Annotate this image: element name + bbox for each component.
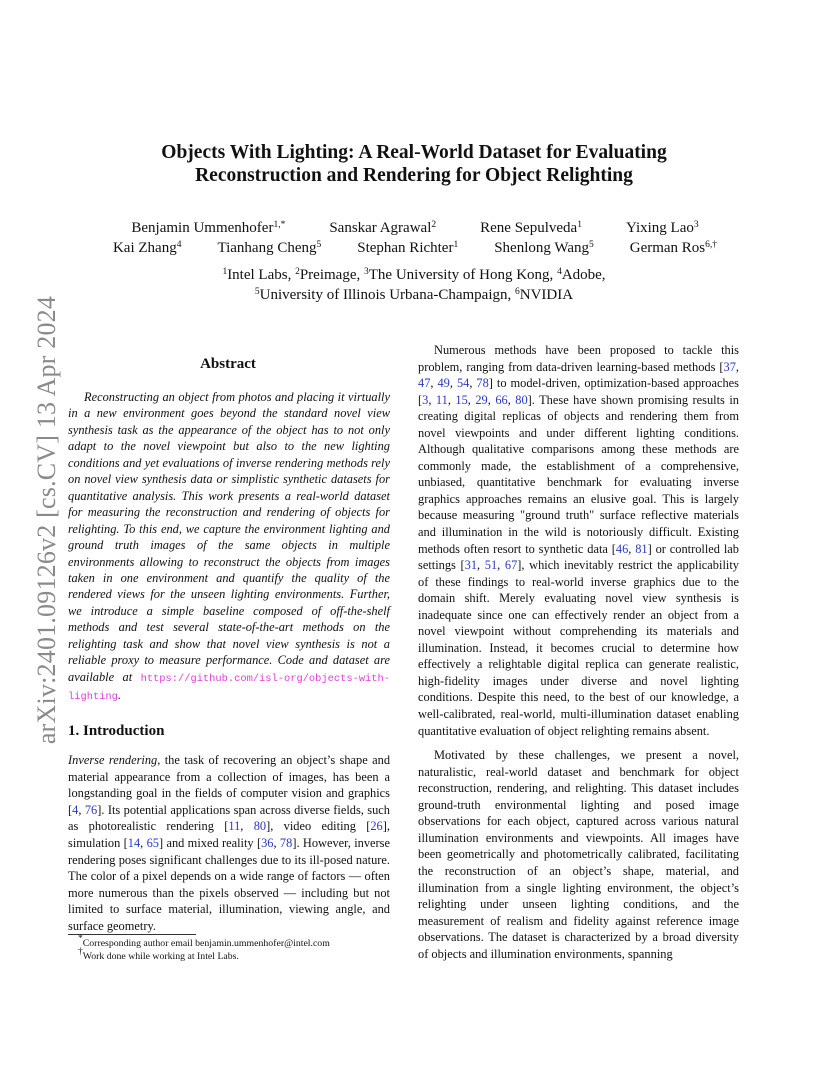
affiliations-line-1: $^1$Intel Labs, $^2$Preimage, $^3$The University of Hong Kong, $^4$Adobe,	[222, 267, 606, 283]
citation-link[interactable]: 65	[146, 835, 159, 850]
footnote-rule	[68, 934, 196, 935]
author-row-2	[60, 239, 770, 257]
citation-link[interactable]: 47	[418, 376, 431, 391]
title-line-2: Reconstruction and Rendering for Object Relighting	[195, 165, 633, 186]
citation-link[interactable]: 3	[422, 392, 429, 407]
author: Kai Zhang$^4$	[112, 240, 182, 256]
title-line-1: Objects With Lighting: A Real-World Dataset for Evaluating	[161, 142, 667, 163]
citation-link[interactable]: 36	[261, 835, 274, 850]
citation-link[interactable]: 76	[84, 802, 98, 817]
dataset-link[interactable]: https://github.com/isl-org/objects-with-lighting	[68, 672, 390, 704]
citation-link[interactable]: 54	[456, 376, 470, 391]
footnote-work-done: †Work done while working at Intel Labs.	[78, 946, 239, 962]
citation-link[interactable]: 46	[615, 541, 629, 556]
introduction-paragraph: Inverse rendering, the task of recovering an object’s shape and material appearance from a collection of images, has been a longstanding goal in the fields of computer vision and graphics [4, 76]. Its potential applications span across diverse fields, such as photorealistic rendering [11, 80], video editing [26], simulation [14, 65] and mixed reality [36, 78]. However, inverse rendering poses significant challenges due to its ill-posed nature. The color of a pixel depends on a wide range of factors — often more numerous than the pixels observed — including but not limited to surface material, illumination, viewing angle, and surface geometry.	[68, 753, 391, 933]
citation-link[interactable]: 11	[228, 819, 241, 834]
citation-link[interactable]: 37	[723, 359, 736, 374]
abstract-heading: Abstract	[200, 356, 256, 372]
citation-link[interactable]: 51	[484, 558, 498, 573]
citation-link[interactable]: 49	[437, 376, 450, 391]
author: Tianhang Cheng$^5$	[217, 240, 322, 256]
citation-link[interactable]: 67	[504, 558, 518, 573]
citation-link[interactable]: 26	[370, 819, 383, 834]
citation-link[interactable]: 14	[127, 835, 141, 850]
citation-link[interactable]: 80	[253, 819, 267, 834]
citation-link[interactable]: 78	[476, 376, 489, 391]
paragraph-motivation: Motivated by these challenges, we present a novel, naturalistic, real-world dataset and benchmark for object reconstruction, rendering, and relighting. This dataset includes ground-truth environmental lighting and posed image observations for each object, captured across various natural illumination environments and viewpoints. All images have been geometrically and photometrically calibrated, facilitating the reconstruction of an object’s shape, material, and illumination from a single lighting environment, the object’s relighting under unseen lighting conditions, and the measurement of realism and fidelity against reference image observations. The dataset is characterized by a broad diversity of objects and illumination environments, spanning	[418, 748, 739, 961]
citation-link[interactable]: 81	[635, 541, 648, 556]
author: German Ros$^{6,\dagger}$	[629, 240, 718, 256]
paragraph-related-work: Numerous methods have been proposed to tackle this problem, ranging from data-driven learning-based methods [37, 47, 49, 54, 78] to model-driven, optimization-based approaches [3, 11, 15, 29, 66, 80]. These have shown promising results in creating digital replicas of objects and rendering them from novel viewpoints and under different lighting conditions. Although qualitative comparisons among these methods are commonly made, the establishment of a comprehensive, unbiased, quantitative benchmark for evaluating inverse graphics approaches remains an elusive goal. This is largely because measuring "ground truth" surface reflective materials and illumination in the wild is notoriously difficult. Existing methods often resort to synthetic data [46, 81] or controlled lab settings [31, 51, 67], which inevitably restrict the applicability of these findings to real-world inverse graphics due to the domain shift. Merely evaluating novel view synthesis is inadequate since one can effectively render an object from a novel viewpoint without comprehending its materials and illumination. Instead, it becomes crucial to determine how effectively a relightable digital replica can generate realistic, high-fidelity images under diverse and novel lighting conditions. Despite this need, to the best of our knowledge, a well-calibrated, real-world, multi-illumination dataset enabling quantitative evaluation of object relighting remains absent.	[418, 343, 739, 738]
affiliations-line-2: $^5$University of Illinois Urbana-Champaign, $^6$NVIDIA	[254, 287, 574, 303]
citation-link[interactable]: 4	[72, 802, 79, 817]
author: Rene Sepulveda$^1$	[480, 220, 582, 236]
right-column	[418, 342, 739, 962]
citation-link[interactable]: 80	[515, 392, 528, 407]
footnotes	[78, 934, 398, 963]
arxiv-identifier: arXiv:2401.09126v2 [cs.CV] 13 Apr 2024	[32, 295, 61, 745]
footnote-corresponding: *Corresponding author email benjamin.ummenhofer@intel.com	[78, 934, 330, 949]
section-heading-introduction: 1. Introduction	[68, 723, 165, 739]
author: Stephan Richter$^1$	[357, 240, 459, 256]
author: Shenlong Wang$^5$	[494, 240, 594, 256]
paper-title	[0, 141, 828, 187]
author: Benjamin Ummenhofer$^{1,*}$	[131, 220, 286, 236]
citation-link[interactable]: 66	[495, 392, 508, 407]
citation-link[interactable]: 29	[475, 392, 488, 407]
abstract-body: Reconstructing an object from photos and placing it virtually in a new environment goes beyond the standard novel view synthesis task as the appearance of the object has to not only adapt to the novel viewpoint but also to the new lighting conditions and yet evaluations of inverse rendering methods rely on novel view synthesis data or simplistic synthetic datasets for quantitative analysis. This work presents a real-world dataset for measuring the reconstruction and rendering of objects for relighting. To this end, we capture the environment lighting and ground truth images of the same objects in multiple environments allowing to reconstruct the objects from images taken in one environment and quantify the quality of the rendered views for the unseen lighting environments. Further, we introduce a simple baseline composed of off-the-shelf methods and test several state-of-the-art methods on the relighting task and show that novel view synthesis is not a reliable proxy to measure performance. Code and dataset are available at https://github.com/isl-org/objects-with-lighting.	[68, 390, 390, 704]
author: Yixing Lao$^3$	[625, 220, 699, 236]
citation-link[interactable]: 15	[455, 392, 468, 407]
author-row-1	[60, 219, 770, 237]
citation-link[interactable]: 11	[435, 392, 448, 407]
citation-link[interactable]: 78	[279, 835, 293, 850]
author: Sanskar Agrawal$^2$	[329, 220, 437, 236]
citation-link[interactable]: 31	[464, 558, 478, 573]
